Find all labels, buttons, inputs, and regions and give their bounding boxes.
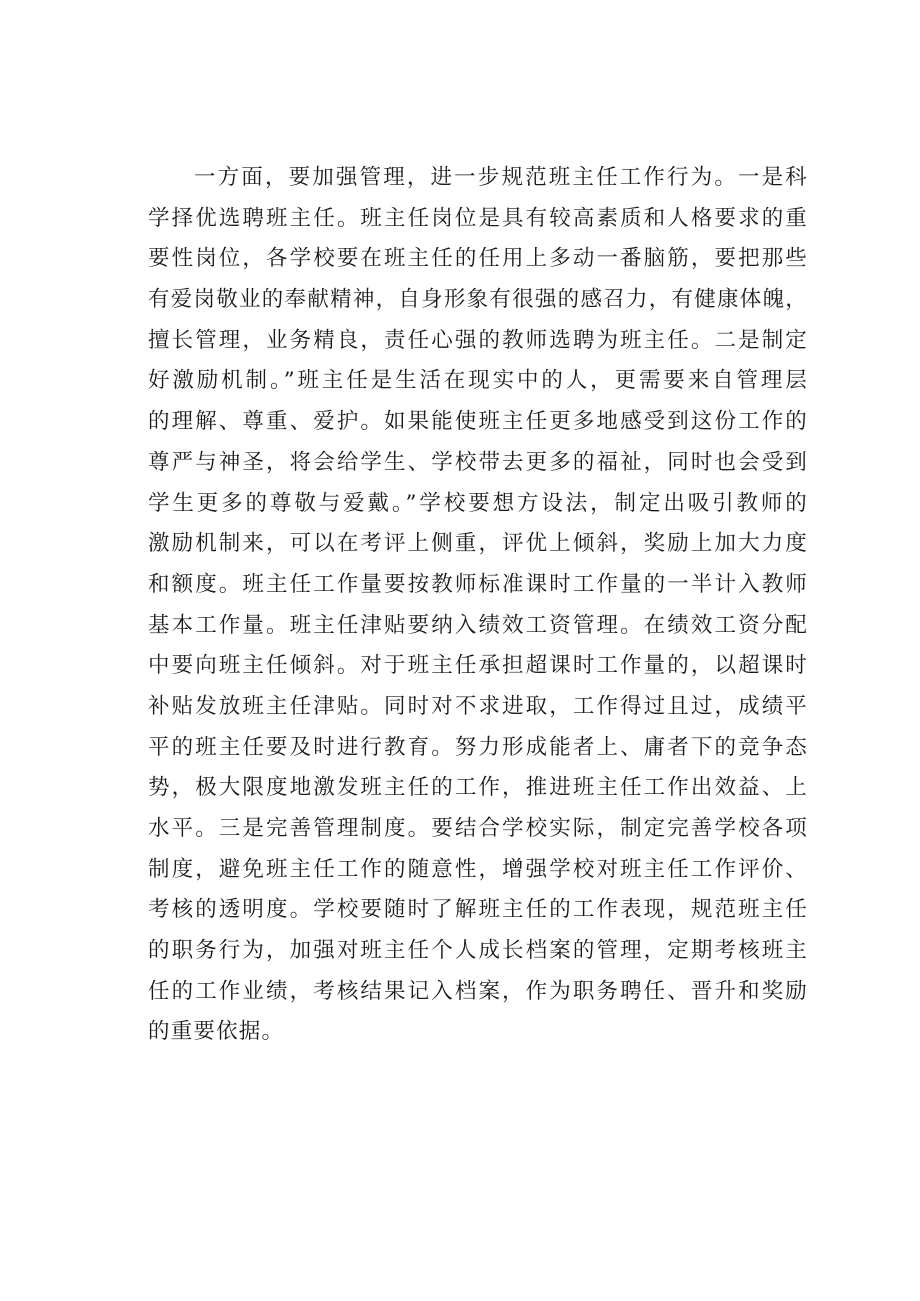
paragraph-line: 任的工作业绩，考核结果记入档案，作为职务聘任、晋升和奖励 [148, 978, 808, 1004]
paragraph-line: 的重要依据。 [148, 1019, 285, 1045]
paragraph-line: 有爱岗敬业的奉献精神，自身形象有很强的感召力，有健康体魄， [148, 287, 808, 313]
paragraph-line: 一方面，要加强管理，进一步规范班主任工作行为。一是科 [194, 165, 808, 190]
paragraph-line: 的理解、尊重、爱护。如果能使班主任更多地感受到这份工作的 [148, 409, 808, 435]
paragraph-line: 平的班主任要及时进行教育。努力形成能者上、庸者下的竞争态 [148, 734, 808, 760]
body-paragraph [148, 158, 808, 1053]
paragraph-line: 水平。三是完善管理制度。要结合学校实际，制定完善学校各项 [148, 816, 808, 841]
paragraph-line: 激励机制来，可以在考评上侧重，评优上倾斜，奖励上加大力度 [148, 531, 808, 557]
paragraph-line: 补贴发放班主任津贴。同时对不求进取，工作得过且过，成绩平 [148, 693, 808, 719]
paragraph-line: 的职务行为，加强对班主任个人成长档案的管理，定期考核班主 [148, 938, 808, 964]
paragraph-line: 学生更多的尊敬与爱戴。”学校要想方设法，制定出吸引教师的 [148, 490, 808, 516]
paragraph-line: 学择优选聘班主任。班主任岗位是具有较高素质和人格要求的重 [148, 205, 808, 231]
paragraph-line: 中要向班主任倾斜。对于班主任承担超课时工作量的，以超课时 [148, 653, 808, 679]
paragraph-line: 考核的透明度。学校要随时了解班主任的工作表现，规范班主任 [148, 897, 808, 923]
paragraph-line: 制度，避免班主任工作的随意性，增强学校对班主任工作评价、 [148, 856, 808, 882]
paragraph-line: 好激励机制。”班主任是生活在现实中的人，更需要来自管理层 [148, 368, 808, 394]
paragraph-line: 和额度。班主任工作量要按教师标准课时工作量的一半计入教师 [148, 571, 808, 597]
paragraph-line: 尊严与神圣，将会给学生、学校带去更多的福祉，同时也会受到 [148, 449, 808, 475]
paragraph-line: 势，极大限度地激发班主任的工作，推进班主任工作出效益、上 [148, 775, 808, 801]
paragraph-line: 擅长管理，业务精良，责任心强的教师选聘为班主任。二是制定 [148, 327, 808, 353]
paragraph-line: 要性岗位，各学校要在班主任的任用上多动一番脑筋，要把那些 [148, 246, 808, 272]
paragraph-line: 基本工作量。班主任津贴要纳入绩效工资管理。在绩效工资分配 [148, 612, 808, 638]
